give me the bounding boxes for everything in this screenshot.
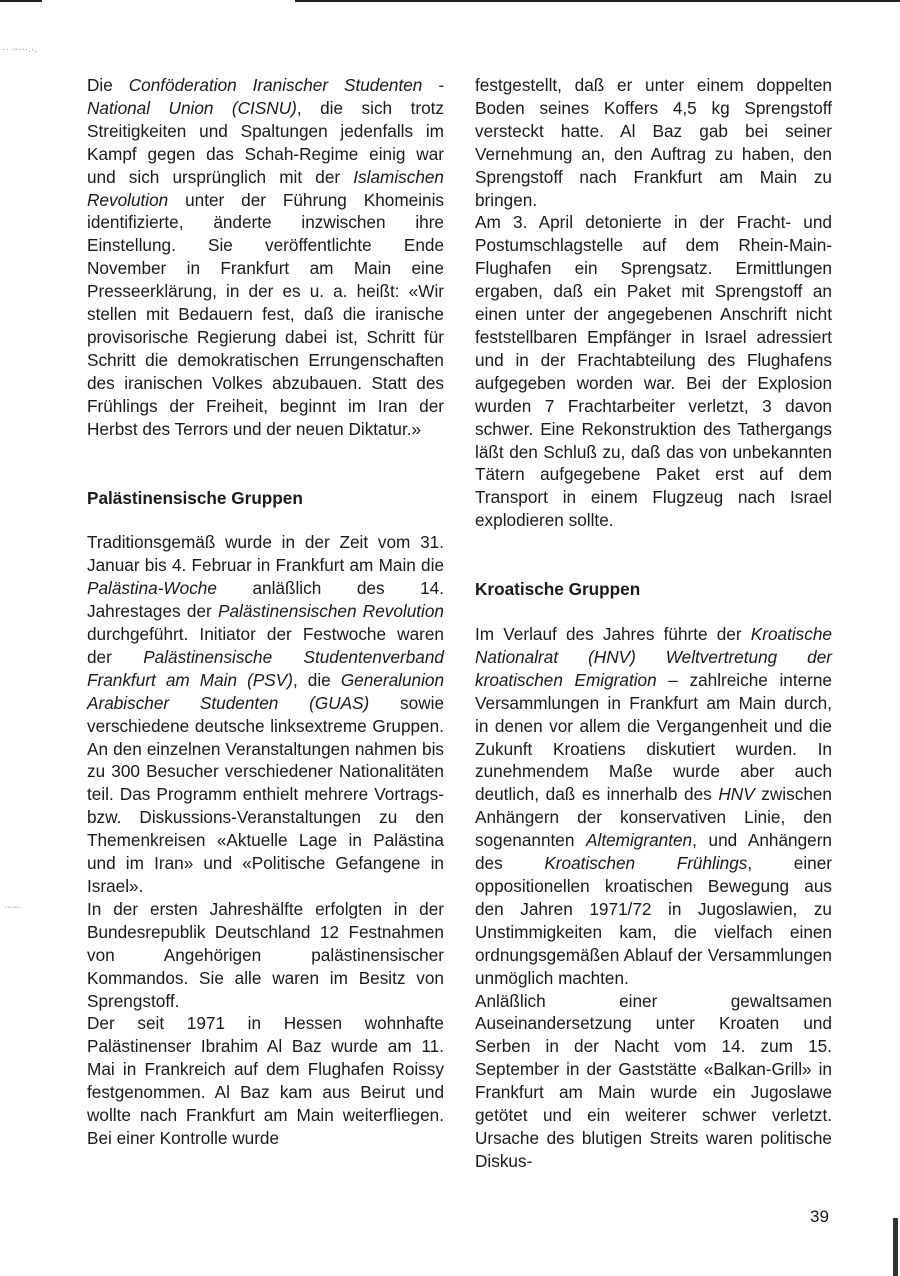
scan-edge-bar xyxy=(893,1218,898,1276)
paragraph-hnv: Im Verlauf des Jahres führte der Kroatische Nationalrat (HNV) Weltvertretung der kroatischen Emigration – zahlreiche interne Versammlungen in Frankfurt am Main durch, in denen vor allem die Vergangenheit und die Zukunft Kroatiens diskutiert wurden. In zunehmendem Maße wurde aber auch deutlich, daß es innerhalb des HNV zwischen Anhängern der konservativen Linie, den sogenannten Altemigranten, und Anhängern des Kroatischen Frühlings, einer oppositionellen kroatischen Bewegung aus den Jahren 1971/72 in Jugoslawien, zu Unstimmigkeiten kam, die vielfach einen ordnungsgemäßen Ablauf der Versammlungen unmöglich machten. xyxy=(475,624,832,988)
paragraph-cisnu: Die Conföderation Iranischer Studenten - National Union (CISNU), die sich trotz Streitigkeiten und Spaltungen jedenfalls im Kampf gegen das Schah-Regime einig war und sich ursprünglich mit der Islamischen Revolution unter der Führung Khomeinis identifizierte, änderte inzwischen ihre Einstellung. Sie veröffentlichte Ende November in Frankfurt am Main eine Presseerklärung, in der es u. a. heißt: «Wir stellen mit Bedauern fest, daß die iranische provisorische Regierung dabei ist, Schritt für Schritt die demokratischen Errungenschaften des iranischen Volkes abzubauen. Statt des Frühlings der Freiheit, beginnt im Iran der Herbst des Terrors und der neuen Diktatur.» xyxy=(87,75,444,439)
paragraph-al-baz: Der seit 1971 in Hessen wohnhafte Palästinenser Ibrahim Al Baz wurde am 11. Mai in Frankreich auf dem Flughafen Roissy festgenommen. Al Baz kam aus Beirut und wollte nach Frankfurt am Main weiterfliegen. Bei einer Kontrolle wurde xyxy=(87,1013,444,1148)
heading-kroatische-gruppen: Kroatische Gruppen xyxy=(475,579,641,600)
page-number: 39 xyxy=(810,1207,829,1226)
scan-artifact-mark: ·· ·-·-·.·. xyxy=(2,44,37,55)
heading-palaestinensische-gruppen: Palästinensische Gruppen xyxy=(87,487,303,508)
left-column xyxy=(87,74,444,1150)
scan-artifact-mark: ·-·-· xyxy=(4,902,21,913)
paragraph-festnahmen: In der ersten Jahreshälfte erfolgten in der Bundesrepublik Deutschland 12 Festnahmen von Angehörigen palästinensischer Kommandos. Sie alle waren im Besitz von Sprengstoff. xyxy=(87,898,444,1011)
paragraph-palaestina-woche: Traditionsgemäß wurde in der Zeit vom 31. Januar bis 4. Februar in Frankfurt am Main die Palästina-Woche anläßlich des 14. Jahrestages der Palästinensischen Revolution durchgeführt. Initiator der Festwoche waren der Palästinensische Studentenverband Frankfurt am Main (PSV), die Generalunion Arabischer Studenten (GUAS) sowie verschiedene deutsche linksextreme Gruppen. An den einzelnen Veranstaltungen nahmen bis zu 300 Besucher verschiedener Nationalitäten teil. Das Programm enthielt mehrere Vortrags- bzw. Diskussions-Veranstaltungen zu den Themenkreisen «Aktuelle Lage in Palästina und im Iran» und «Politische Gefangene in Israel». xyxy=(87,532,445,896)
top-rule-right xyxy=(295,0,900,2)
paragraph-sprengsatz: Am 3. April detonierte in der Fracht- und Postumschlagstelle auf dem Rhein-Main-Flughafen ein Sprengsatz. Ermittlungen ergaben, daß ein Paket mit Sprengstoff an einen unter der angegebenen Anschrift nicht feststellbaren Empfänger in Israel adressiert und in der Frachtabteilung des Flughafens aufgegeben worden war. Bei der Explosion wurden 7 Frachtarbeiter verletzt, 3 davon schwer. Eine Rekonstruktion des Tathergangs läßt den Schluß zu, daß das von unbekannten Tätern aufgegebene Paket erst auf dem Transport in einem Flugzeug nach Israel explodieren sollte. xyxy=(475,212,832,531)
top-rule-left xyxy=(0,0,42,2)
paragraph-al-baz-continued: festgestellt, daß er unter einem doppelten Boden seines Koffers 4,5 kg Sprengstoff versteckt hatte. Al Baz gab bei seiner Vernehmung an, den Auftrag zu haben, den Sprengstoff nach Frankfurt am Main zu bringen. xyxy=(475,75,832,210)
right-column xyxy=(475,74,832,1173)
paragraph-balkan-grill: Anläßlich einer gewaltsamen Auseinandersetzung unter Kroaten und Serben in der Nacht vom 14. zum 15. September in der Gaststätte «Balkan-Grill» in Frankfurt am Main wurde ein Jugoslawe getötet und ein weiterer schwer verletzt. Ursache des blutigen Streits waren politische Diskus- xyxy=(475,990,832,1171)
